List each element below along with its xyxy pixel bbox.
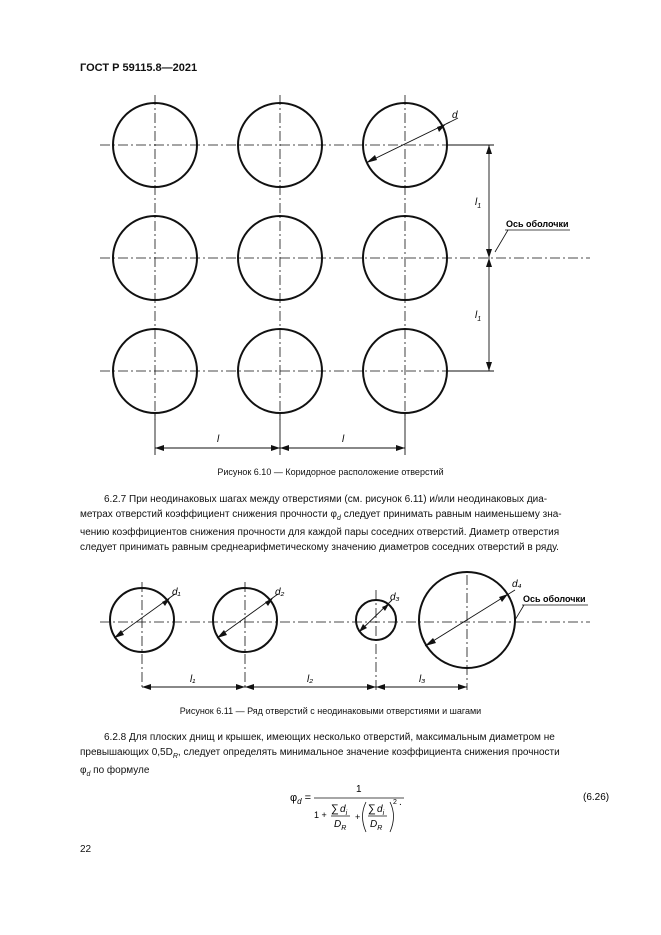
svg-text:2: 2 bbox=[393, 799, 397, 806]
formula-lhs: $\varphi_d$ = bbox=[290, 792, 312, 806]
page-number: 22 bbox=[80, 844, 92, 855]
svg-text:∑: ∑ bbox=[368, 803, 376, 815]
formula-number: (6.26) bbox=[583, 792, 610, 803]
svg-text:DR: $D_R$ bbox=[334, 819, 347, 832]
svg-text:+: + bbox=[355, 812, 361, 822]
axis-label: Ось оболочки bbox=[506, 219, 569, 229]
svg-text:di: $d_i$ bbox=[377, 804, 385, 817]
label-d2: d₂ bbox=[275, 587, 285, 598]
para-line: метрах отверстий коэффициент снижения прочности $\varphi_d$ следует принимать равным наименьшему зна- bbox=[80, 508, 562, 522]
label-l-right: l bbox=[342, 434, 345, 445]
para-line: чению коэффициентов снижения прочности для каждой пары соседних отверстий. Диаметр отверстия bbox=[80, 527, 560, 539]
svg-text:DR: $D_R$ bbox=[370, 819, 383, 832]
para-line: $\varphi_d$ по формуле bbox=[80, 765, 150, 779]
formula-numerator: 1 bbox=[356, 784, 362, 795]
label-d1: d₁ bbox=[172, 587, 181, 598]
label-l3: l₃ bbox=[419, 674, 426, 685]
label-l-left: l bbox=[217, 434, 220, 445]
formula-6-26 bbox=[0, 780, 661, 840]
figure-6-10-caption: Рисунок 6.10 — Коридорное расположение отверстий bbox=[217, 467, 444, 477]
para-line: превышающих $0,5D_R$, следует определять минимальное значение коэффициента снижения прочности bbox=[80, 746, 560, 760]
holes-row bbox=[110, 572, 515, 668]
label-d: d bbox=[452, 110, 458, 121]
formula-one-plus: 1 + bbox=[314, 810, 327, 820]
figure-6-11-caption: Рисунок 6.11 — Ряд отверстий с неодинаковыми отверстиями и шагами bbox=[179, 706, 482, 716]
label-l1-upper: $l_1$ bbox=[475, 197, 482, 210]
paragraph-6-2-8 bbox=[80, 731, 615, 783]
svg-text:di: $d_i$ bbox=[340, 804, 348, 817]
label-l2: l₂ bbox=[307, 674, 314, 685]
para-line: 6.2.8 Для плоских днищ и крышек, имеющих несколько отверстий, максимальным диаметром не bbox=[104, 732, 555, 743]
document-header: ГОСТ Р 59115.8—2021 bbox=[80, 62, 198, 74]
svg-text:∑: ∑ bbox=[331, 803, 339, 815]
label-d3: d₃ bbox=[390, 592, 400, 603]
svg-text:.: . bbox=[399, 797, 402, 808]
axis-label-2: Ось оболочки bbox=[523, 594, 586, 604]
label-d4: d₄ bbox=[512, 579, 522, 590]
para-line: следует принимать равным среднеарифметическому значению диаметров соседних отверстий в ряду. bbox=[80, 542, 559, 554]
label-l1: l₁ bbox=[190, 674, 196, 685]
para-line: 6.2.7 При неодинаковых шагах между отверстиями (см. рисунок 6.11) и/или неодинаковых диа- bbox=[104, 494, 548, 505]
label-l1-lower: $l_1$ bbox=[475, 310, 482, 323]
